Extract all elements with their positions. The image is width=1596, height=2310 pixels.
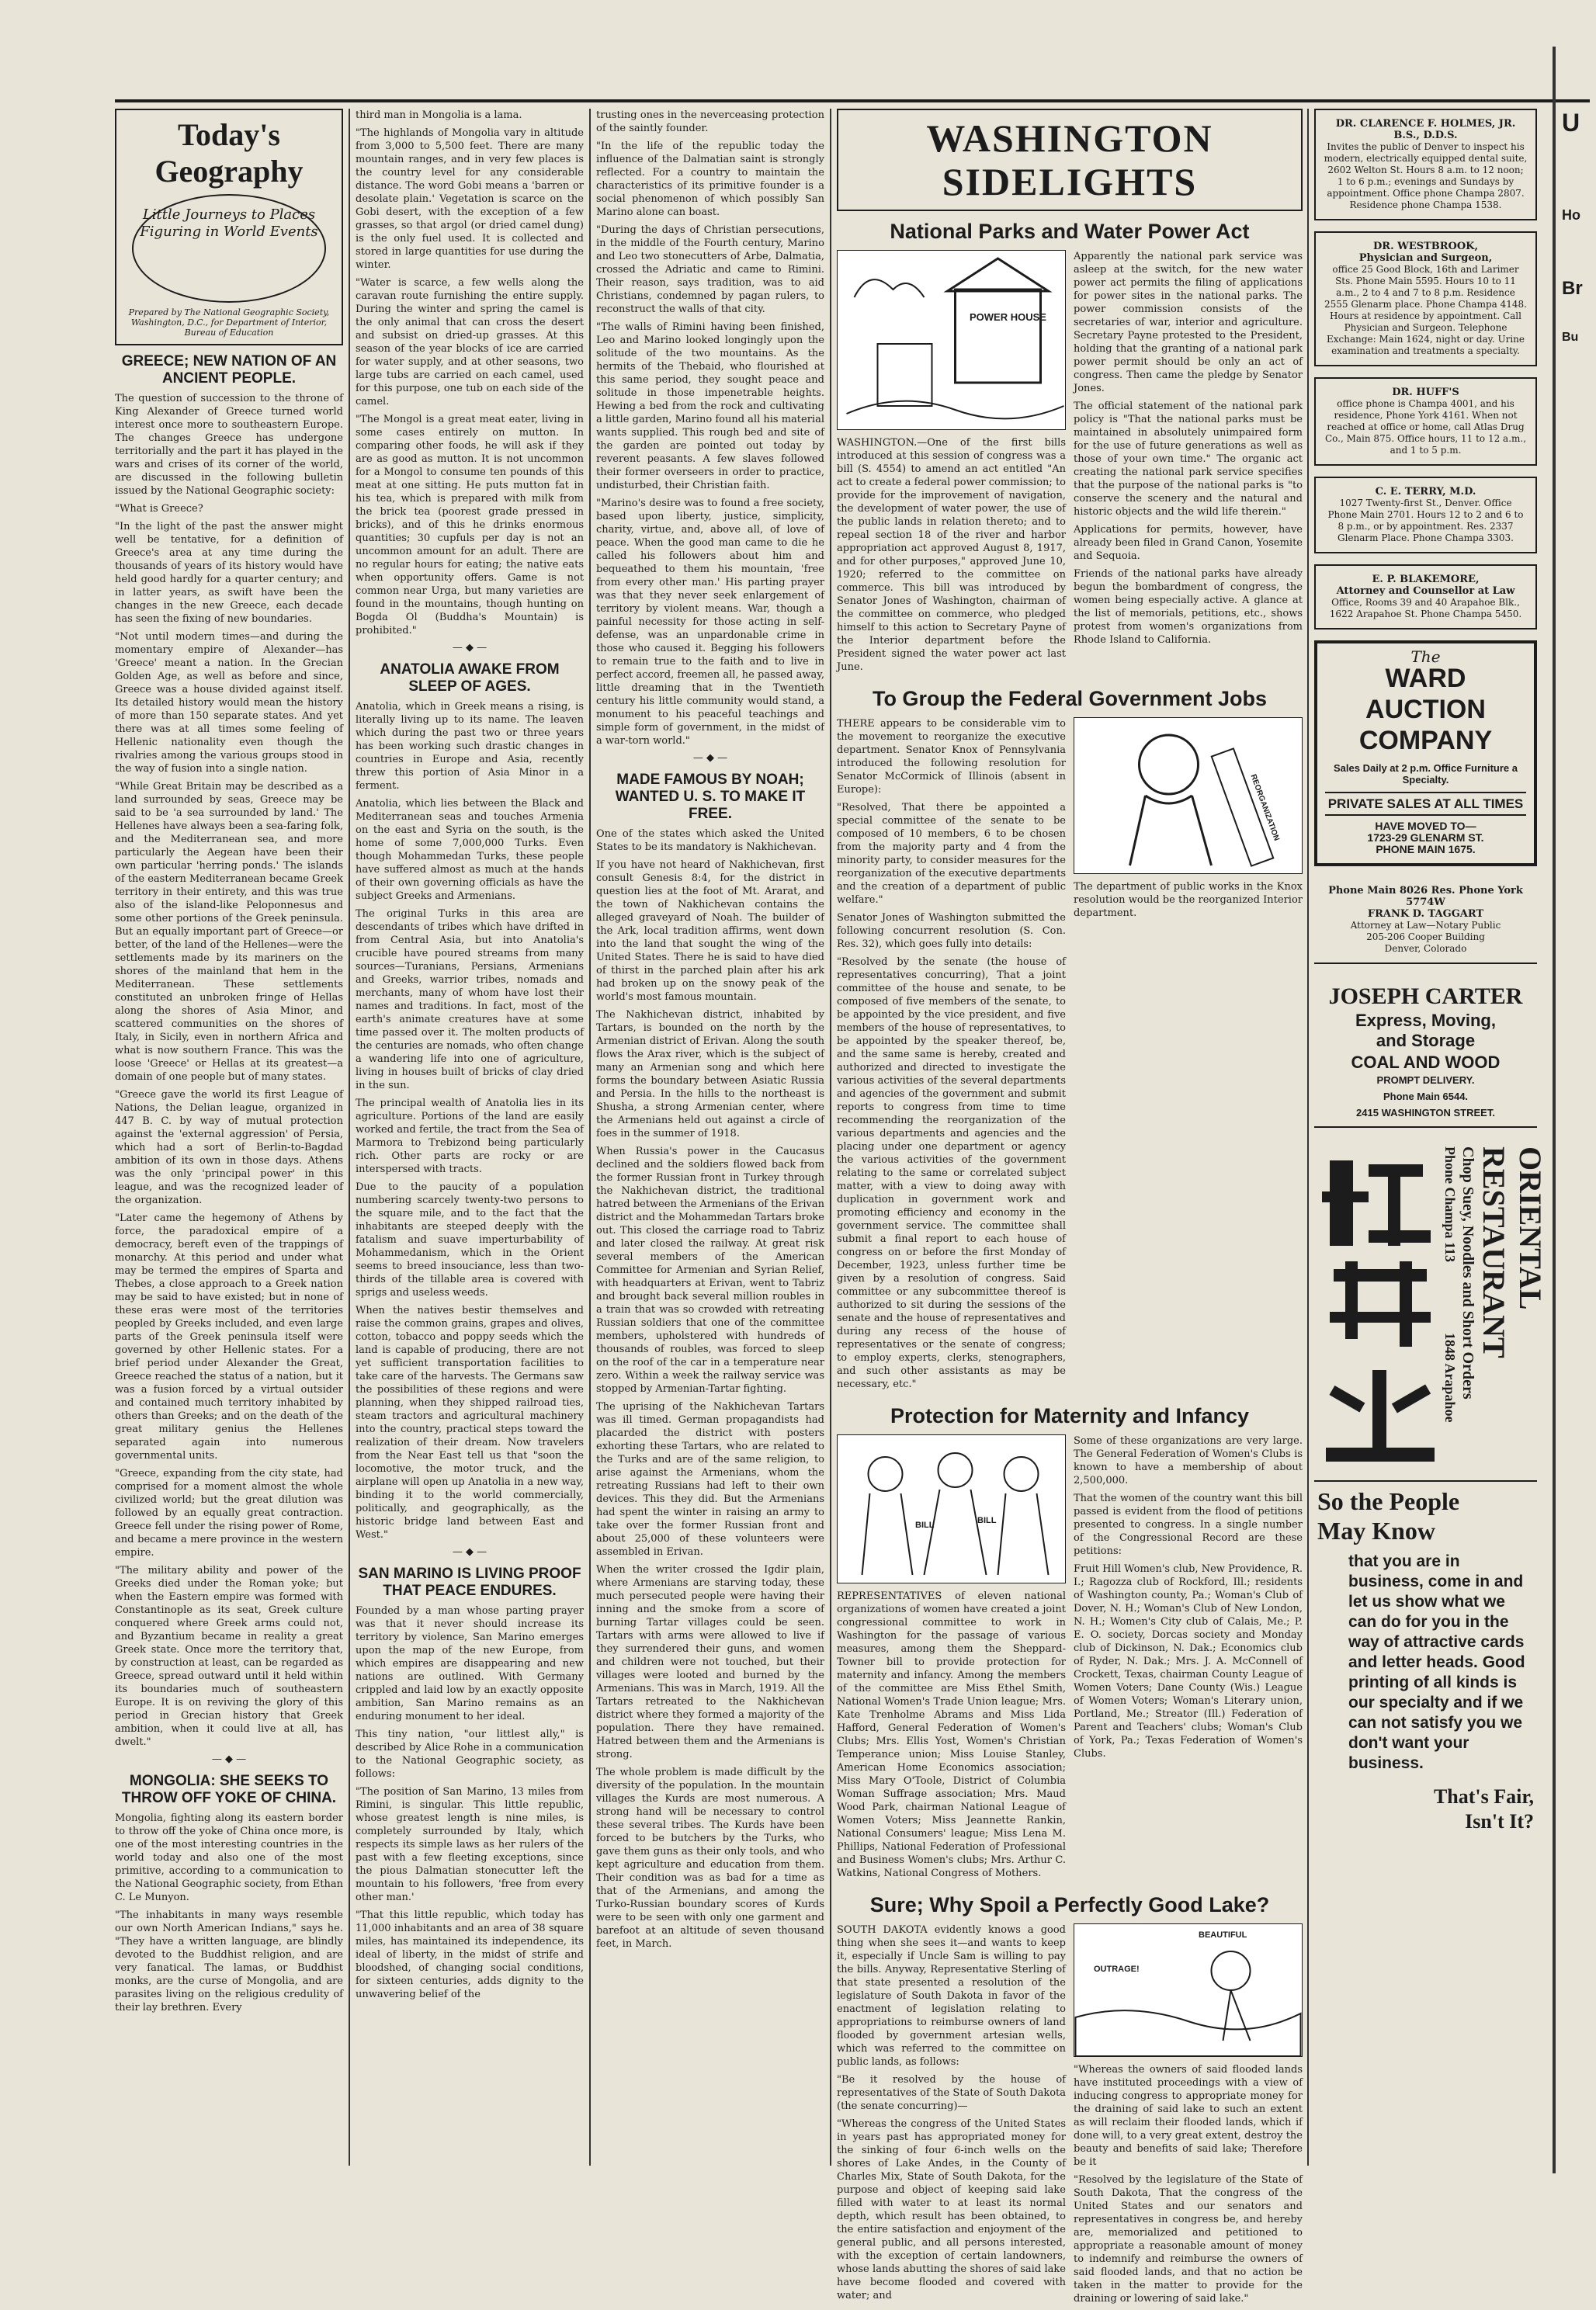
paragraph: The Nakhichevan district, inhabited by Tartars, is bounded on the north by the Armenian district of Erivan. Along the south flows the Arax river, which is the subject of many an Armenian song and which here forms the boundary between Asiatic Russia and Persia. In the hills to the northeast is Shusha, a strong Armenian center, where the Armenians held out against a circle of foes in the summer of 1918. [596,1009,824,1139]
paragraph: Founded by a man whose parting prayer was that it never should increase its territory by violence, San Marino emerges upon the map of the new Europe, from which empires are disappearing and new nations are outlined. With Germany crippled and laid low by an exactly opposite ambition, San Marino remains as an enduring monument to her ideal. [356,1605,584,1722]
paragraph: If you have not heard of Nakhichevan, first consult Genesis 8:4, for the district in question lies at the foot of Mt. Ararat, and the town of Nakhichevan contains the alleged graveyard of Noah. The builder of the Ark, local tradition affirms, went down into the land that sought the wing of the United States. There he is said to have died of thirst in the parched plain after his ark had broken up on the snowy peak of the world's most famous mountain. [596,859,824,1003]
paragraph: "Be it resolved by the house of representatives of the State of South Dakota (the senate concurring)— [837,2074,1066,2112]
ad-holmes [1314,109,1537,220]
cartoon-reorganization [1074,717,1303,874]
globe-icon [132,194,326,303]
section-federal [837,717,1303,1396]
power-house-illustration-icon [838,251,1065,429]
section-maternity-left [837,1434,1066,1885]
chinese-characters-icon [1314,1145,1446,1471]
ad-text: Office, Rooms 39 and 40 Arapahoe Blk., 1622 Arapahoe St. Phone Champa 5450. [1329,597,1522,619]
paragraph: The official statement of the national park policy is "That the national parks must be maintained in absolutely unimpaired form for the use of future generations as well as those of your own time." The organic act creating the national park service specifies that the purpose of the national parks is "to conserve the scenery and the natural and historic objects and the wild life therein." [1074,401,1303,518]
headline-lake: Sure; Why Spoil a Perfectly Good Lake? [869,1893,1270,1916]
adjacent-page-fragment [1562,109,1593,345]
column-divider [589,109,591,2166]
paragraph: SOUTH DAKOTA evidently knows a good thing when she sees it—and wants to keep it, especially if Uncle Sam is willing to pay the bills. Anyway, Representative Sterling of that state presented a resolution of the legislature of South Dakota in favor of the enactment of legislation relating to appropriations to reimburse owners of land flooded by government artesian wells, which was referred to the committee on public lands, as follows: [837,1924,1066,2068]
ad-head: So the People [1317,1487,1460,1515]
ad-name: WARD AUCTION [1365,664,1486,724]
ad-private: PRIVATE SALES AT ALL TIMES [1325,792,1526,816]
paragraph: Some of these organizations are very large. The General Federation of Women's Clubs is known to have a membership of about 2,500,000. [1074,1435,1303,1486]
column-anatolia [356,109,584,2166]
ad-terry [1314,477,1537,553]
paragraph: "In the life of the republic today the influence of the Dalmatian saint is strongly reflected. For a country to maintain the characteristics of its primitive founder is a social phenomenon of which possibly San Marino alone can boast. [596,140,824,218]
paragraph: "The position of San Marino, 13 miles from Rimini, is singular. This little republic, whose greatest length is nine miles, is completely surrounded by Italy, which respects its simple laws as her rulers of the past with a few fleeting exceptions, since the pious Dalmatian stonecutter left the mountain to his followers, 'free from every other man.' [356,1786,584,1903]
headline-maternity: Protection for Maternity and Infancy [890,1404,1250,1427]
paragraph: "Resolved, That there be appointed a special committee of the senate to be composed of 10 members, 6 to be chosen from the majority party and 4 from the minority party, to consider measures for the reorganization of the executive departments and the creation of a department of public welfare." [837,802,1066,906]
paragraph: "Greece gave the world its first League of Nations, the Delian league, organized in 447 B. C. by way of mutual protection against the 'external aggression' of Persia, which had a sort of Berlin-to-Bagdad ambition of its own in those days. Athens was the only 'principal power' in this league, and was the recognized leader of the organization. [115,1089,343,1206]
masthead-title: Today's Geography [154,117,304,189]
sidelights-masthead [837,109,1303,211]
ad-degree: Attorney at Law—Notary Public [1350,920,1501,931]
paragraph: The original Turks in this area are descendants of tribes which have drifted in from Central Asia, but into Anatolia's crucible have poured streams from many sources—Turanians, Persians, Armenians and Greeks, warrior tribes, nomads and merchants, many of whom have lost their names and traditions. In fact, most of the earth's animate creatures have at some time passed over it. The molten products of the centuries are nomads, who often change a wandering life into one of agriculture, living in houses built of bricks of clay dried in the sun. [356,908,584,1091]
ad-name: JOSEPH CARTER [1328,983,1523,1009]
paragraph: "The military ability and power of the Greeks died under the Roman yoke; but when the Eastern empire was formed with Constantinople as its seat, Greek culture conquered where Greek arms could not, and Byzantium became in reality a great Greek state. Once more the territory that, by construction at least, can be regarded as Greece, spread outward until it held within its boundaries much of southeastern Europe. It is on reviving the glory of this period in Grecian history that Greek ambition, when it could live at all, has dwelt." [115,1565,343,1748]
paragraph: "Whereas the congress of the United States in years past has appropriated money for the sinking of four 6-inch wells on the shores of Lake Andes, in the County of Charles Mix, State of South Dakota, for the purpose and object of keeping said lake filled with water to at least its normal depth, which result has been obtained, to the entire satisfaction and enjoyment of the general public, and all persons interested, with the exception of certain landowners, whose lands abutting the shores of said lake have become flooded and covered with water; and [837,2118,1066,2301]
paragraph: When the writer crossed the Igdir plain, where Armenians are starving today, these much persecuted people were having their inning and the smoke from a score of burning Tartar villages could be seen. Tartars with arms were allowed to live if they surrendered their guns, and women and children were not touched, but their villages were looted and burned by the Armenians. This was in March, 1919. All the Tartars retreated to the Nakhichevan district where they formed a majority of the population. There they have remained. Hatred between them and the Armenians is strong. [596,1564,824,1760]
ad-ward-auction [1314,640,1537,866]
ad-so-the-people [1314,1482,1537,1839]
ad-text: office phone is Champa 4001, and his residence, Phone York 4161. When not reached at office or home, call Atlas Drug Co., Main 875. Office hours, 11 to 12 a.m., and 1 to 5 p.m. [1324,398,1527,456]
paragraph: Applications for permits, however, have already been filed in Grand Canon, Yosemite and Sequoia. [1074,524,1303,562]
section-lake [837,1923,1303,2310]
ad-text: Invites the public of Denver to inspect his modern, electrically equipped dental suite, 2602 Welton St. Hours 8 a.m. to 12 noon; 1 to 6 p.m.; evenings and Sundays by appointment. Office phone Champa 2807. Residence phone Champa 1538. [1324,141,1528,210]
ad-name: DR. CLARENCE F. HOLMES, JR. [1335,118,1516,130]
cartoon-lake [1074,1923,1303,2057]
paragraph: "Water is scarce, a few wells along the caravan route furnishing the entire supply. During the winter and spring the camel is the only animal that can cross the desert and subsist on dried-up grasses. At this season of the year blocks of ice are carried for water supply, and at other seasons, two large tubs are carried on each camel, used for this purpose, one tub on each side of the camel. [356,277,584,408]
ad-phones: Phone Main 8026 Res. Phone York 5774W [1328,885,1523,908]
paragraph: "Not until modern times—and during the momentary empire of Alexander—has 'Greece' meant a nation. In the Grecian Golden Age, as well as before and since, Greece was a house divided against itself. Its detailed history would mean the history of more than 150 separate states. And yet there was at all times some feeling of Hellenic nationality even though the rivalries among the various groups stood in the way of fusion into a single nation. [115,631,343,775]
paragraph: "While Great Britain may be described as a land surrounded by seas, Greece may be said to be 'a sea surrounded by land.' The Hellenes have always been a sea-faring folk, and the Mediterranean sea, and more particularly the Aegean have been their own particular 'herring ponds.' The islands of the eastern Mediterranean became Greek territory in their entirety, and this was true also of the island-like Peloponnesus and some other portions of the Greek peninsula. But an equally important part of Greece—or better, of the land of the Hellenes—were the settlements made by its mariners on the shores of the mainland that hem in the Mediterranean. These settlements constituted an unbroken fringe of Hellas along the shores of Asia Minor, and scattered communities on the shores of Italy, in Sicily, even in northern Africa and what is now southern France. This was the loose 'Greece' or Hellas at its greatest—a domain of one people but of many states. [115,781,343,1083]
paragraph: The whole problem is made difficult by the diversity of the population. In the mountain villages the Kurds are most numerous. A strong hand will be necessary to control these several tribes. The Kurds have been forced to be butchers by the Turks, who gave them guns as their only tools, and who kept agriculture and education from them. Their condition was as bad for a time as that of the Armenians, and among the Turko-Russian boundary scores of Kurds were to be seen with only one garment and barefoot at an altitude of seven thousand feet, in March. [596,1767,824,1950]
section-parks [837,250,1303,678]
ad-blakemore [1314,564,1537,630]
geography-masthead [115,109,343,345]
headline-national-parks: National Parks and Water Power Act [890,220,1250,243]
ad-address: 2415 WASHINGTON STREET. [1356,1107,1495,1119]
ad-phone: Phone Champa 113 [1442,1146,1458,1263]
paragraph: Friends of the national parks have already begun the bombardment of congress, the women being especially active. A glance at the list of memorials, petitions, etc., shows protest from women's organizations from Rhode Island to California. [1074,568,1303,646]
ad-name: FRANK D. TAGGART [1367,908,1484,920]
ad-phone: Phone Main 6544. [1383,1091,1469,1102]
paragraph: "During the days of Christian persecutions, in the middle of the Fourth century, Marino and Leo two stonecutters of Arbe, Dalmatia, crossed the Adriatic and came to Rimini. Their reason, says tradition, was to aid Christians, condemned by pagan rulers, to reconstruct the walls of that city. [596,224,824,315]
paragraph: Anatolia, which lies between the Black and Mediterranean seas and touches Armenia on the east and Syria on the south, is the home of some 7,000,000 Turks. Even though Mohammedan Turks, these people have suffered almost as much at the hands of their own governing officials as have the subject Greeks and Armenians. [356,798,584,902]
paragraph: "Greece, expanding from the city state, had comprised for a moment almost the whole civilized world; but the great dilution was followed by an equally great contraction. Greece fell under the rising power of Rome, and became a mere province in the western empire. [115,1468,343,1559]
ad-name: C. E. TERRY, M.D. [1375,486,1476,498]
paragraph: This tiny nation, "our littlest ally," is described by Alice Rohe in a communication to the National Geographic society, as follows: [356,1729,584,1780]
paragraph: Fruit Hill Women's club, New Providence, R. I.; Ragozza club of Rockford, Ill.; residents of Washington county, Pa.; Woman's Club of Dover, N. H.; Woman's Club of New London, N. H.; Women's City club of Calais, Me.; P. E. O. society, Dorcas society and Monday club of Dickinson, N. Dak.; Economics club of Ryder, N. Dak.; Mrs. J. A. McConnell of Crockett, Texas, chairman County League of Women Voters; Dane County (Wis.) League of Women Voters; Woman's Literary union, Portland, Me.; Streator (Ill.) Federation of Parent and Teachers' clubs; Woman's Club of York, Pa.; Texas Federation of Women's Clubs. [1074,1563,1303,1760]
ad-name: E. P. BLAKEMORE, [1372,574,1480,585]
ad-name: COMPANY [1358,726,1493,755]
paragraph: THERE appears to be considerable vim to the movement to reorganize the executive department. Senator Knox of Pennsylvania introduced the following resolution for Senator McCormick of Illinois (absent in Europe): [837,718,1066,796]
ad-address: 1848 Arapahoe [1442,1333,1458,1423]
ad-text: that you are in business, come in and let us show what we can do for you in the way of attractive cards and letter heads. Good printing of all kinds is our specialty and if we can not satisfy you we don't want your business. [1348,1552,1525,1772]
paragraph: When Russia's power in the Caucasus declined and the soldiers flowed back from the former Russian front in Turkey through the Nakhichevan district, the traditional hatred between the Armenians of the Erivan district and the Mohammedan Tartars broke out. This closed the carriage road to Tabriz and later closed the railway. At great risk several members of the American Committee for Armenian and Syrian Relief, with headquarters at Erivan, went to Tabriz and brought back several million roubles in a train that was so crowded with retreating Russian soldiers that one of the committee members, upholstered with hundreds of thousands of roubles, was forced to sleep on the roof of the car in a temperature near zero. Within a week the railway service was stopped by Armenian-Tartar fighting. [596,1146,824,1395]
paragraph: Senator Jones of Washington submitted the following concurrent resolution (S. Con. Res. 32), which goes fully into details: [837,912,1066,950]
cartoon-maternity [837,1434,1066,1583]
ad-text: office 25 Good Block, 16th and Larimer Sts. Phone Main 5595. Hours 10 to 11 a.m., 2 to 4 and 7 to 8 p.m. Residence 2555 Glenarm place. Phone Champa 4148. Hours at residence by appointment. Call Physician and Surgeon. Telephone Exchange: Main 1624, night or day. Urine examination and treatments a specialty. [1324,264,1527,356]
section-maternity [837,1434,1303,1885]
globe-text: Little Journeys to Places Figuring in World Events [140,206,318,240]
fragment-text: Br [1562,278,1583,299]
page-edge [1553,47,1556,2173]
sidelights-title: WASHINGTON SIDELIGHTS [926,116,1213,203]
cartoon-label: BILL [915,1521,935,1530]
ad-tag: That's Fair, [1433,1785,1534,1808]
paragraph: WASHINGTON.—One of the first bills introduced at this session of congress was a bill (S. 4554) to amend an act entitled "An act to create a federal power commission; to provide for the improvement of navigation, the development of water power, the use of the public lands in relation thereto; and to repeal section 18 of the river and harbor appropriation act approved August 8, 1917, and for other purposes," approved June 10, 1920; referred to the committee on commerce. This bill was introduced by Senator Jones of Washington, chairman of the committee on commerce, who pledged himself to this action to Secretary Payne of the Interior department before the President signed the water power act last June. [837,437,1066,673]
ad-carter [1314,975,1537,1128]
ad-sales: Sales Daily at 2 p.m. Office Furniture a Specialty. [1334,762,1518,786]
cartoon-label: POWER HOUSE [970,311,1046,323]
headline-noah: MADE FAMOUS BY NOAH; WANTED U. S. TO MAKE IT FREE. [615,772,806,822]
ad-text: 1027 Twenty-first St., Denver. Office Phone Main 2701. Hours 12 to 2 and 6 to 8 p.m., or by appointment. Res. 2337 Glenarm Place. Phone Champa 3303. [1327,498,1524,543]
paragraph: The uprising of the Nakhichevan Tartars was ill timed. German propagandists had placarded the district with posters exhorting these Tartars, who are related to the Turks and are of the same religion, to arise against the Armenians, whom the retreating Russians had left to their own devices. This they did. But the Armenians had spent the winter in raising an army to take over the former Russian front and about 25,000 of these volunteers were assembled in Erivan. [596,1401,824,1558]
paragraph: That the women of the country want this bill passed is evident from the flood of petitions presented to congress. In a single number of the Congressional Record are these petitions: [1074,1493,1303,1557]
washington-sidelights [837,109,1303,2305]
fragment-text: Ho [1562,207,1580,223]
ad-westbrook [1314,231,1537,366]
ad-taggart [1314,877,1537,964]
section-lake-right [1074,1923,1303,2310]
cartoon-label: REORGANIZATION [1248,773,1281,842]
cartoon-label: OUTRAGE! [1094,1965,1140,1974]
ad-the: The [1410,647,1441,666]
column-divider [1307,109,1309,2166]
paragraph: "Marino's desire was to found a free society, based upon liberty, justice, simplicity, charity, virtue, and, above all, of love of peace. When the good man came to die he called his followers about him and bequeathed to them his mountain, 'free from every other man.' His parting prayer was that they never seek enlargement of territory by violent means. War, though a painful necessity for those acting in self-defense, was an unpardonable crime in those who caused it. Begging his followers to remain true to the faith and to live in perfect accord, freemen all, he passed away, little dreaming that in the Twentieth century his little community would stand, a monument to his peaceful teachings and simple form of government, in the midst of a war-torn world." [596,498,824,747]
paragraph: REPRESENTATIVES of eleven national organizations of women have created a joint congressional committee to work in Washington for the passage of various measures, among them the Sheppard-Towner bill to provide protection for maternity and infancy. Among the members of the committee are Miss Ethel Smith, National Women's Trade Union league; Mrs. Kate Trenholme Abrams and Miss Lida Hafford, General Federation of Women's Clubs; Mrs. Ellis Yost, Women's Christian Temperance union; Miss Louise Stanley, American Home Economics association; Miss Mary O'Toole, District of Columbia Woman Suffrage association; Mrs. Maud Wood Park, chairman National League of Women Voters; Miss Jeannette Rankin, National Consumers' league; Miss Lena M. Phillips, National Federation of Professional and Business Women's clubs; Mrs. Arthur C. Watkins, National Congress of Mothers. [837,1590,1066,1879]
paragraph: "Resolved by the senate (the house of representatives concurring), That a joint committee of the house and senate, to be composed of five members of the senate, to be appointed by the vice president, and five members of the house of representatives, to be appointed by the speaker thereof, be, and the same same is hereby, created and authorized and directed to investigate the various activities of the several departments and agencies of the government and submit reports to congress from time to time recommending the reorganization of the various departments and agencies and the placing under one department or agency the various activities of the government relating to the same or correlated subject matter, with a view to doing away with duplication in government work and promoting efficiency and economy in the government service. The committee shall submit a final report to each house of congress on or before the first Monday of December, 1923, unless further time be given by a resolution of congress. Said committee or any subcommittee thereof is authorized to sit during the sessions of the senate and the house of representatives and during any recess of the house of representatives or the senate of congress; to employ experts, clerks, stenographers, and such other assistants as may be necessary, etc." [837,956,1066,1390]
headline-federal-jobs: To Group the Federal Government Jobs [872,687,1268,710]
ad-degree: B.S., D.D.S. [1393,130,1458,141]
fragment-text: Bu [1562,331,1579,344]
fragment-text: U [1562,109,1580,137]
ad-degree: Attorney and Counsellor at Law [1336,585,1515,597]
paragraph: "That this little republic, which today has 11,000 inhabitants and an area of 38 square miles, has maintained its independence, its ideal of liberty, in the midst of strife and bloodshed, of changing social conditions, for sixteen centuries, adds dignity to the unwavering belief of the [356,1909,584,2000]
paragraph: "The Mongol is a great meat eater, living in some cases entirely on mutton. In comparing other foods, he will ask if they are as good as mutton. It is not uncommon for a Mongol to consume ten pounds of this meat at one sitting. He puts mutton fat in his tea, which is prepared with milk from the brick tea (poorest grade pressed in bricks), and of this he drinks enormous quantities; 30 cupfuls per day is not an uncommon amount for an adult. There are no regular hours for eating; the native eats when opportunity offers. Game is not common near Urga, but many varieties are found in the mountains, though hunting on Bogda Ol (Buddha's Mountain) is prohibited." [356,414,584,636]
top-rule [115,99,1590,102]
column-divider [349,109,350,2166]
paragraph: "The inhabitants in many ways resemble our own North American Indians," says he. "They have a written language, are blindly devoted to the Buddhist religion, and are very fanatical. The lamas, or Buddhist monks, are the curse of Mongolia, and are parasites living on the religious credulity of their lay brethren. Every [115,1909,343,2013]
cartoon-label: BILL [977,1516,997,1525]
section-federal-left [837,717,1066,1396]
paragraph: The question of succession to the throne of King Alexander of Greece turned world interest once more to southeastern Europe. The changes Greece has undergone territorially and the part it has played in the wars and crises of its corner of the world, are discussed in the following bulletin issued by the National Geographic society: [115,393,343,497]
ad-tag: Isn't It? [1465,1810,1534,1833]
paragraph: "What is Greece? [115,503,203,515]
ad-city: Denver, Colorado [1384,943,1467,954]
ad-address: 205-206 Cooper Building [1366,931,1485,942]
paragraph: "Whereas the owners of said flooded lands have instituted proceedings with a view of inducing congress to appropriate money for the draining of said lake to such an extent as will reclaim their flooded lands, which if done will, to a very great extent, destroy the beauty and benefits of said lake; Therefore be it [1074,2064,1303,2168]
paragraph: "Resolved by the legislature of the State of South Dakota, That the congress of the United States and our senators and representatives in congress be, and hereby are, memorialized and petitioned to appropriate a reasonable amount of money to indemnify and reimburse the owners of said flooded lands, and that no action be taken in the matter to provide for the draining or lowering of said lake." [1074,2174,1303,2305]
column-divider [830,109,831,2166]
women-illustration-icon [838,1435,1065,1583]
paragraph: The principal wealth of Anatolia lies in its agriculture. Portions of the land are easily worked and fertile, the tract from the Sea of Marmora to Trebizond being particularly rich. Other parts are rocky or are interspersed with tracts. [356,1098,584,1175]
headline-greece: GREECE; NEW NATION OF AN ANCIENT PEOPLE. [121,353,337,387]
column-san-marino [596,109,824,2166]
ad-title: ORIENTAL RESTAURANT [1476,1146,1548,1358]
headline-anatolia: ANATOLIA AWAKE FROM SLEEP OF AGES. [380,661,560,695]
ad-head: May Know [1317,1517,1435,1545]
cartoon-label: BEAUTIFUL [1199,1930,1247,1940]
paragraph: Apparently the national park service was asleep at the switch, for the new water power act permits the filing of applications for power sites in the national parks. The power commission consists of the secretaries of war, interior and agriculture. Secretary Payne protested to the President, holding that the granting of a national park power permit should be only an act of congress. Then came the pledge by Senator Jones. [1074,251,1303,394]
paragraph: One of the states which asked the United States to be its mandatory is Nakhichevan. [596,828,824,853]
column-ads [1314,109,1548,2166]
divider-icon: — ◆ — [211,1753,247,1765]
cartoon-power-house [837,250,1066,430]
ad-address: 1723-29 GLENARM ST. [1367,831,1484,844]
section-maternity-right [1074,1434,1303,1885]
paragraph: third man in Mongolia is a lama. [356,109,522,121]
paragraph: Due to the paucity of a population numbering scarcely twenty-two persons to the square mile, and to the fact that the inhabitants are steeped deeply with the fatalism and suave imperturbability of Mohammedanism, which in the Orient seems to breed insouciance, less than two-thirds of the tillable area is covered with sprigs and useless weeds. [356,1181,584,1299]
paragraph: "In the light of the past the answer might well be tentative, for a definition of Greece's area at any time during the thousands of years of its history would have held good hardly for a quarter century; and in latter years, as swift have been the changes in the new Greece, each decade has seen the fixing of new boundaries. [115,521,343,625]
section-federal-right [1074,717,1303,1396]
headline-san-marino: SAN MARINO IS LIVING PROOF THAT PEACE ENDURES. [358,1566,581,1599]
section-parks-left [837,250,1066,678]
paragraph: "The walls of Rimini having been finished, Leo and Marino looked longingly upon the solitude of the two mountains. As the hermits of the Thebaid, who flourished at this same period, they sought peace and solitude in those impenetrable heights. Hewing a bed from the rock and cultivating a little garden, Marino found all his material wants supplied. This rough bed and site of the garden are pointed out today by reverent peasants. A few slaves followed their former overseers in order to practice, undisturbed, their Christian faith. [596,321,824,491]
divider-icon: — ◆ — [452,1546,487,1558]
ad-oriental-restaurant [1314,1139,1548,1482]
ad-phone: PHONE MAIN 1675. [1376,843,1476,855]
politician-illustration-icon [1074,718,1302,873]
ad-line: and Storage [1376,1031,1476,1050]
paragraph: "The highlands of Mongolia vary in altitude from 3,000 to 5,500 feet. There are many mountain ranges, and in very few places is the country level for any considerable distance. The word Gobi means a 'barren or desolate plain.' Vegetation is scarce on the Gobi desert, with the exception of a few grasses, so that argol (or dried camel dung) is the only fuel used. It is collected and stored in large quantities for use during the winter. [356,127,584,271]
column-geography [115,109,343,2166]
paragraph: The department of public works in the Knox resolution would be the reorganized Interior department. [1074,881,1303,919]
masthead-credit: Prepared by The National Geographic Society, Washington, D.C., for Department of Interior, Bureau of Education [128,307,330,338]
ad-sub: Chop Suey, Noodles and Short Orders [1459,1146,1476,1400]
ad-moved: HAVE MOVED TO— [1375,820,1476,832]
section-parks-right [1074,250,1303,678]
paragraph: trusting ones in the neverceasing protection of the saintly founder. [596,109,824,134]
ad-name: DR. WESTBROOK, [1373,241,1478,252]
lake-illustration-icon [1074,1924,1302,2056]
headline-mongolia: MONGOLIA: SHE SEEKS TO THROW OFF YOKE OF CHINA. [121,1773,337,1806]
divider-icon: — ◆ — [452,642,487,654]
section-lake-left [837,1923,1066,2310]
paragraph: When the natives bestir themselves and raise the common grains, grapes and olives, cotton, tobacco and poppy seeds which the land is capable of producing, there are not yet sufficient transportation facilities to take care of the harvests. The Germans saw the possibilities of these regions and were planning, when they shipped railroad ties, steam tractors and agricultural machinery into the country, practical steps toward the realization of their dream. Now travelers from the Near East tell us that "soon the locomotive, the motor truck, and the airplane will open up Anatolia in a new way, binding it to the world commercially, politically, and geographically, as the historic bridge land between East and West." [356,1305,584,1541]
ad-huff [1314,377,1537,466]
paragraph: Mongolia, fighting along its eastern border to throw off the yoke of China once more, is one of the most interesting countries in the world today and also one of the most primitive, according to a communication to the National Geographic society, from Ethan C. Le Munyon. [115,1812,343,1903]
paragraph: Anatolia, which in Greek means a rising, is literally living up to its name. The leaven which during the past two or three years has been working such drastic changes in countries in Europe and Asia, recently threw this portion of Asia Minor in a ferment. [356,701,584,792]
ad-name: DR. HUFF'S [1392,387,1459,398]
paragraph: "Later came the hegemony of Athens by force, the paradoxical empire of a democracy, bereft even of the trappings of monarchy. At this period and under what may be termed the empires of Sparta and Thebes, a close approach to a Greek nation may be said to have existed; but in none of these eras were most of the territories peopled by Greeks included, and even large parts of the Greek peninsula itself were governed by other Hellenic states. For a brief period under Alexander the Great, Greece reached the status of a nation, but it was a fusion forced by a virtual outsider and contained much territory inhabited by others than Greeks; and on the death of the great military genius the Hellenes separated again into numerous governmental units. [115,1212,343,1462]
ad-degree: Physician and Surgeon, [1358,252,1493,264]
divider-icon: — ◆ — [692,752,728,764]
ad-line: Express, Moving, [1355,1011,1496,1030]
ad-line: PROMPT DELIVERY. [1376,1074,1475,1086]
ad-line: COAL AND WOOD [1351,1053,1501,1072]
